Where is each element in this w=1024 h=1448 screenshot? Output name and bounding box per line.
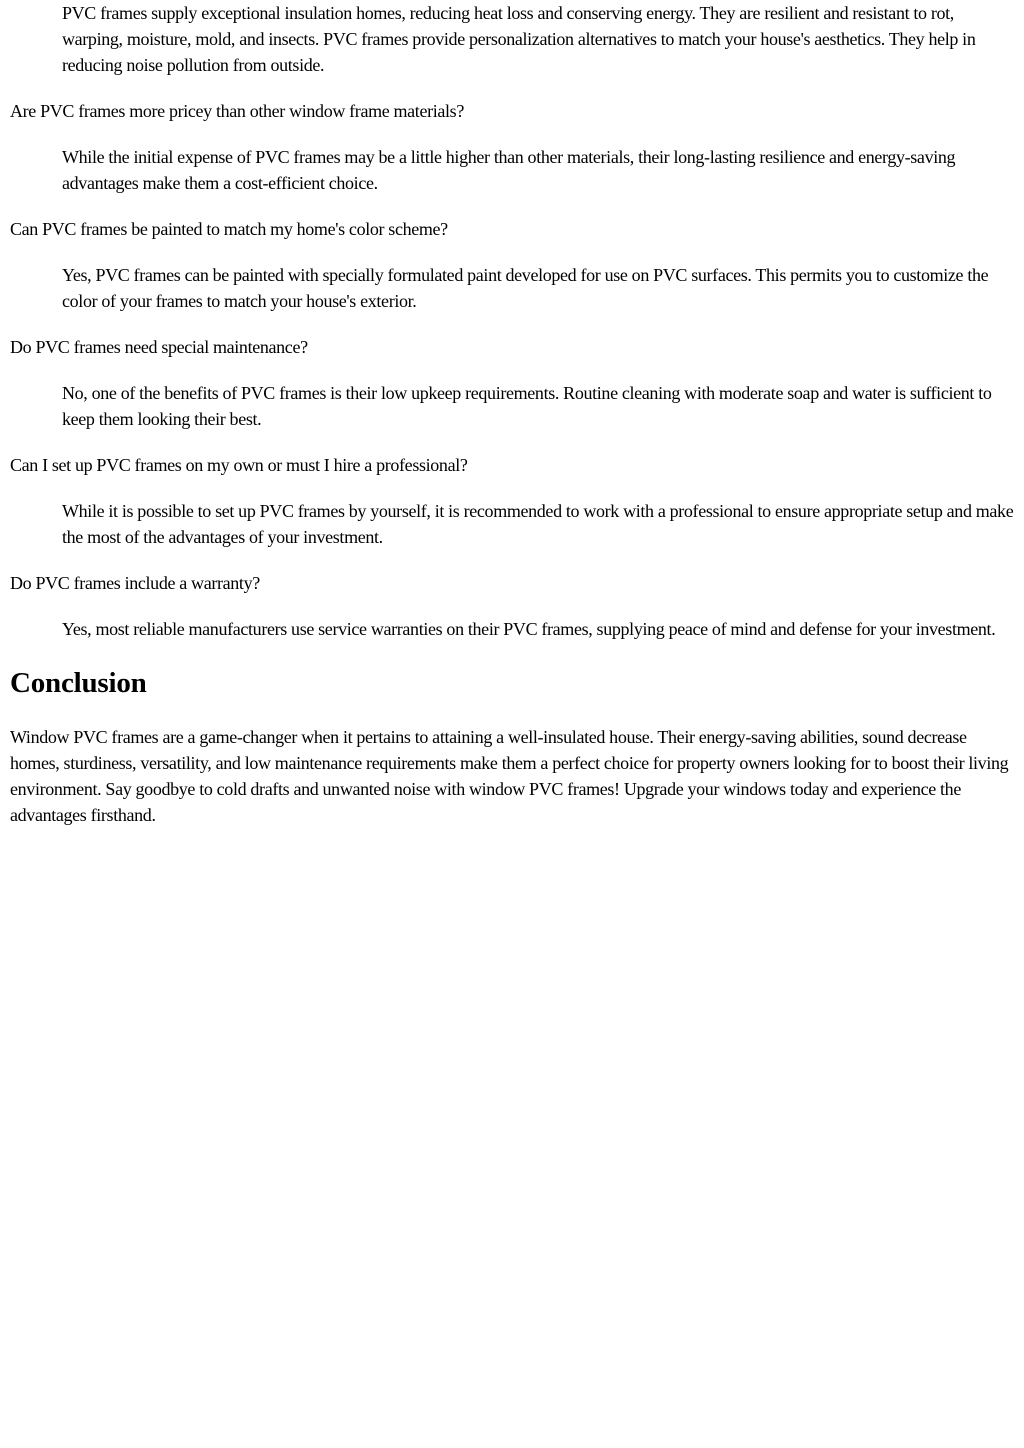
faq-answer: No, one of the benefits of PVC frames is their low upkeep requirements. Routine cleaning with moderate soap and water is sufficient to keep them looking their best.: [62, 383, 992, 429]
faq-answer: While it is possible to set up PVC frames by yourself, it is recommended to work with a professional to ensure appropriate setup and make the most of the advantages of your investment.: [62, 501, 1014, 547]
conclusion-heading: Conclusion: [10, 667, 147, 699]
faq-question: Can I set up PVC frames on my own or must I hire a professional?: [10, 455, 468, 475]
faq-answer: Yes, most reliable manufacturers use service warranties on their PVC frames, supplying peace of mind and defense for your investment.: [62, 619, 996, 639]
faq-answer: While the initial expense of PVC frames may be a little higher than other materials, their long-lasting resilience and energy-saving advantages make them a cost-efficient choice.: [62, 147, 956, 193]
faq-question: Can PVC frames be painted to match my home's color scheme?: [10, 219, 448, 239]
faq-question: Do PVC frames include a warranty?: [10, 573, 260, 593]
faq-answer: PVC frames supply exceptional insulation homes, reducing heat loss and conserving energy. They are resilient and resistant to rot, warping, moisture, mold, and insects. PVC frames provide personalization alternatives to match your house's aesthetics. They help in reducing noise pollution from outside.: [62, 3, 976, 75]
faq-answer: Yes, PVC frames can be painted with specially formulated paint developed for use on PVC surfaces. This permits you to customize the color of your frames to match your house's exterior.: [62, 265, 989, 311]
conclusion-paragraph: Window PVC frames are a game-changer when it pertains to attaining a well-insulated house. Their energy-saving abilities, sound decrease homes, sturdiness, versatility, and low maintenance requirements make them a perfect choice for property owners looking for to boost their living environment. Say goodbye to cold drafts and unwanted noise with window PVC frames! Upgrade your windows today and experience the advantages firsthand.: [10, 727, 1009, 825]
faq-question: Do PVC frames need special maintenance?: [10, 337, 308, 357]
faq-question: Are PVC frames more pricey than other window frame materials?: [10, 101, 464, 121]
